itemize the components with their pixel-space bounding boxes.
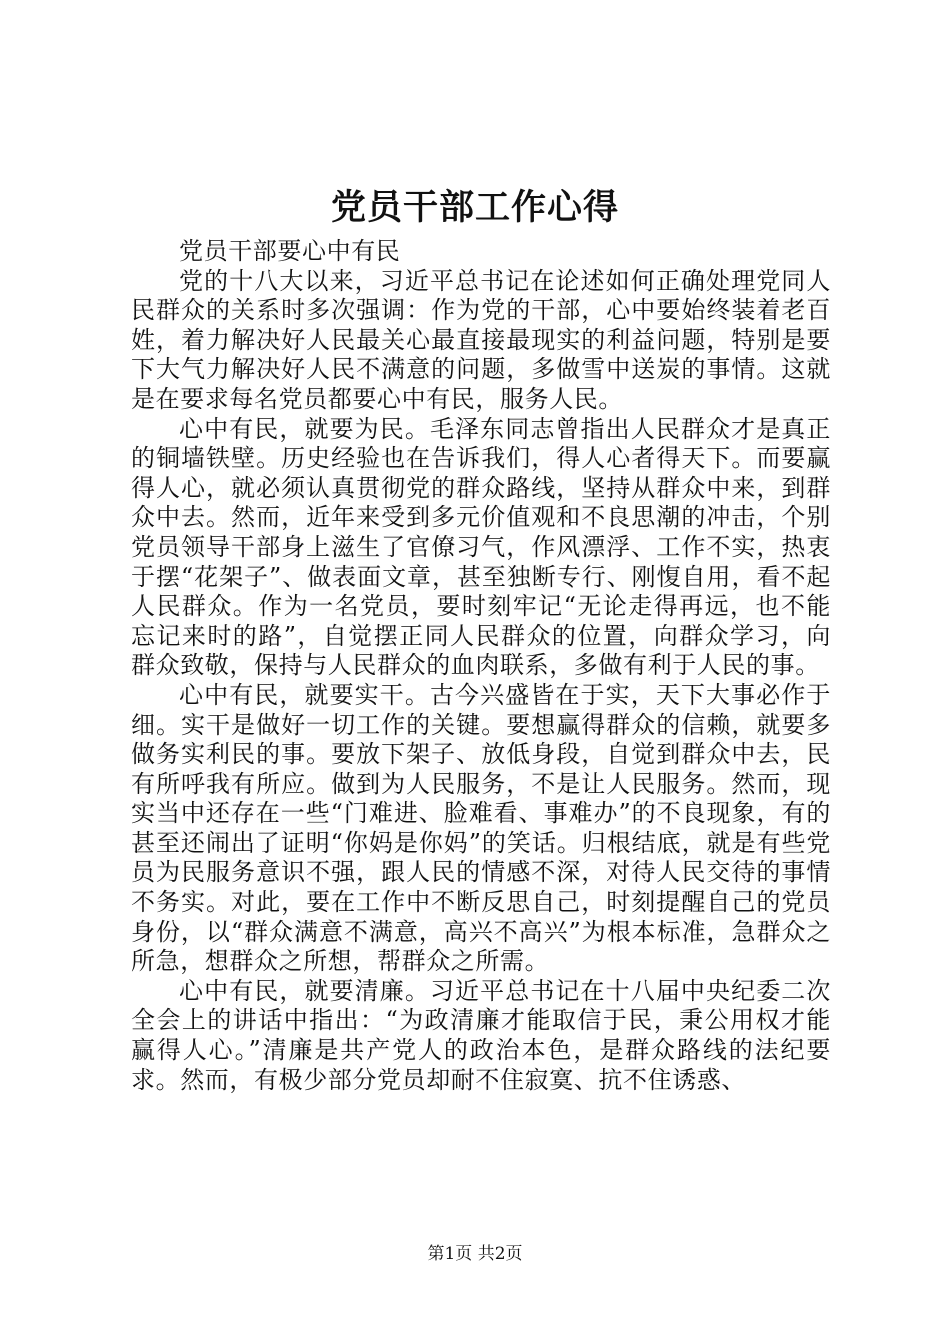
paragraph-practical-work: 心中有民，就要实干。古今兴盛皆在于实，天下大事必作于细。实干是做好一切工作的关键。要想赢得群众的信赖，就要多做务实利民的事。要放下架子、放低身段，自觉到群众中去，民有所呼我有所应。做到为人民服务，不是让人民服务。然而，现实当中还存在一些“门难进、脸难看、事难办”的不良现象，有的甚至还闹出了证明“你妈是你妈”的笑话。归根结底，就是有些党员为民服务意识不强，跟人民的情感不深，对待人民交待的事情不务实。对此，要在工作中不断反思自己，时刻提醒自己的党员身份，以“群众满意不满意，高兴不高兴”为根本标准，急群众之所急，想群众之所想，帮群众之所需。: [131, 680, 831, 976]
paragraph-integrity: 心中有民，就要清廉。习近平总书记在十八届中央纪委二次全会上的讲话中指出：“为政清廉才能取信于民，秉公用权才能赢得人心。”清廉是共产党人的政治本色，是群众路线的法纪要求。然而，有极少部分党员却耐不住寂寞、抗不住诱惑、: [131, 976, 831, 1094]
paragraph-serve-people: 心中有民，就要为民。毛泽东同志曾指出人民群众才是真正的铜墙铁壁。历史经验也在告诉我们，得人心者得天下。而要赢得人心，就必须认真贯彻党的群众路线，坚持从群众中来，到群众中去。然而，近年来受到多元价值观和不良思潮的冲击，个别党员领导干部身上滋生了官僚习气，作风漂浮、工作不实，热衷于摆“花架子”、做表面文章，甚至独断专行、刚愎自用，看不起人民群众。作为一名党员，要时刻牢记“无论走得再远，也不能忘记来时的路”，自觉摆正同人民群众的位置，向群众学习，向群众致敬，保持与人民群众的血肉联系，多做有利于人民的事。: [131, 414, 831, 680]
document-title: 党员干部工作心得: [330, 187, 619, 228]
paragraph-subtitle: 党员干部要心中有民: [179, 237, 401, 265]
document-body: [131, 237, 831, 1095]
paragraph-intro: 党的十八大以来，习近平总书记在论述如何正确处理党同人民群众的关系时多次强调：作为党的干部，心中要始终装着老百姓，着力解决好人民最关心最直接最现实的利益问题，特别是要下大气力解决好人民不满意的问题，多做雪中送炭的事情。这就是在要求每名党员都要心中有民，服务人民。: [131, 266, 831, 413]
page-footer: 第1页 共2页: [427, 1244, 523, 1264]
